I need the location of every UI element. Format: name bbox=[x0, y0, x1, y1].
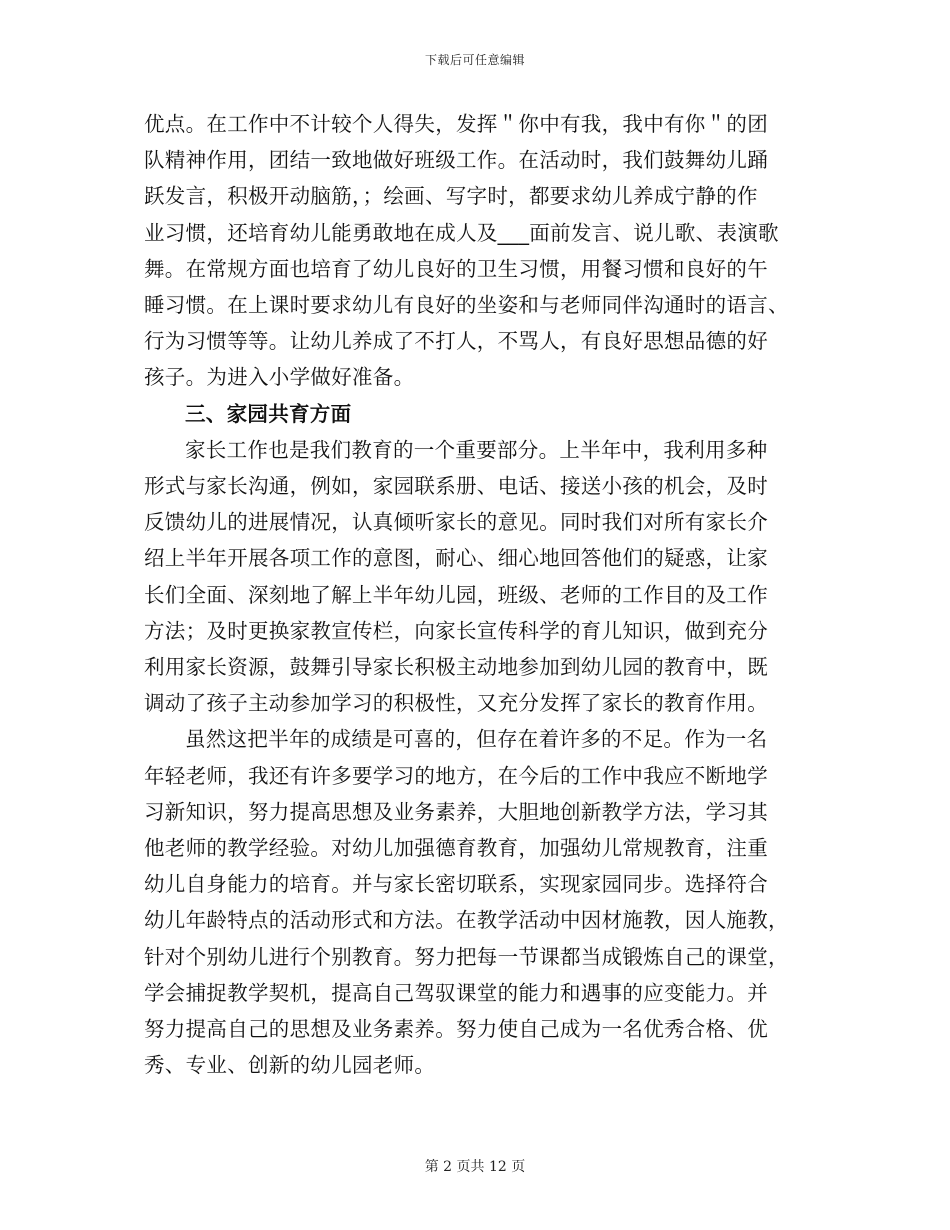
page-header: 下载后可任意编辑 bbox=[424, 53, 525, 67]
text-line: 优点。在工作中不计较个人得失，发挥＂你中有我，我中有你＂的团 bbox=[144, 112, 768, 136]
text-line: 业习惯，还培育幼儿能勇敢地在成人及___面前发言、说儿歌、表演歌 bbox=[144, 220, 779, 245]
page-footer: 第 2 页共 12 页 bbox=[424, 1159, 526, 1175]
text-line: 反馈幼儿的进展情况，认真倾听家长的意见。同时我们对所有家长介 bbox=[144, 510, 768, 535]
section-heading: 三、家园共育方面 bbox=[185, 401, 352, 426]
text-line: 行为习惯等等。让幼儿养成了不打人，不骂人，有良好思想品德的好 bbox=[144, 329, 768, 354]
text-line: 针对个别幼儿进行个别教育。努力把每一节课都当成锻炼自己的课堂， bbox=[144, 944, 789, 969]
text-line: 舞。在常规方面也培育了幼儿良好的卫生习惯，用餐习惯和良好的午 bbox=[144, 256, 768, 281]
text-line: 跃发言，积极开动脑筋，；绘画、写字时，都要求幼儿养成宁静的作 bbox=[144, 184, 758, 209]
text-line: 形式与家长沟通，例如，家园联系册、电话、接送小孩的机会，及时 bbox=[144, 474, 768, 499]
text-line: 学会捕捉教学契机，提高自己驾驭课堂的能力和遇事的应变能力。并 bbox=[144, 980, 768, 1005]
text-line: 绍上半年开展各项工作的意图，耐心、细心地回答他们的疑惑，让家 bbox=[144, 546, 768, 571]
text-line: 家长工作也是我们教育的一个重要部分。上半年中，我利用多种 bbox=[185, 437, 768, 462]
text-line: 年轻老师，我还有许多要学习的地方，在今后的工作中我应不断地学 bbox=[144, 763, 768, 788]
text-line: 秀、专业、创新的幼儿园老师。 bbox=[144, 1053, 436, 1078]
text-line: 幼儿自身能力的培育。并与家长密切联系，实现家园同步。选择符合 bbox=[144, 872, 768, 897]
text-line: 队精神作用，团结一致地做好班级工作。在活动时，我们鼓舞幼儿踊 bbox=[144, 148, 768, 173]
text-line: 长们全面、深刻地了解上半年幼儿园，班级、老师的工作目的及工作 bbox=[144, 582, 768, 607]
text-line: 虽然这把半年的成绩是可喜的，但存在着许多的不足。作为一名 bbox=[185, 727, 768, 752]
text-line: 睡习惯。在上课时要求幼儿有良好的坐姿和与老师同伴沟通时的语言、 bbox=[144, 293, 789, 318]
text-line: 努力提高自己的思想及业务素养。努力使自己成为一名优秀合格、优 bbox=[144, 1017, 768, 1042]
document-body bbox=[144, 106, 806, 1083]
text-line: 孩子。为进入小学做好准备。 bbox=[144, 365, 415, 390]
text-line: 习新知识，努力提高思想及业务素养，大胆地创新教学方法，学习其 bbox=[144, 799, 768, 824]
text-line: 利用家长资源，鼓舞引导家长积极主动地参加到幼儿园的教育中，既 bbox=[144, 655, 768, 680]
text-line: 他老师的教学经验。对幼儿加强德育教育，加强幼儿常规教育，注重 bbox=[144, 836, 768, 861]
text-line: 方法；及时更换家教宣传栏，向家长宣传科学的育儿知识，做到充分 bbox=[144, 618, 768, 643]
text-line: 幼儿年龄特点的活动形式和方法。在教学活动中因材施教，因人施教， bbox=[144, 908, 789, 933]
text-line: 调动了孩子主动参加学习的积极性，又充分发挥了家长的教育作用。 bbox=[144, 691, 768, 716]
